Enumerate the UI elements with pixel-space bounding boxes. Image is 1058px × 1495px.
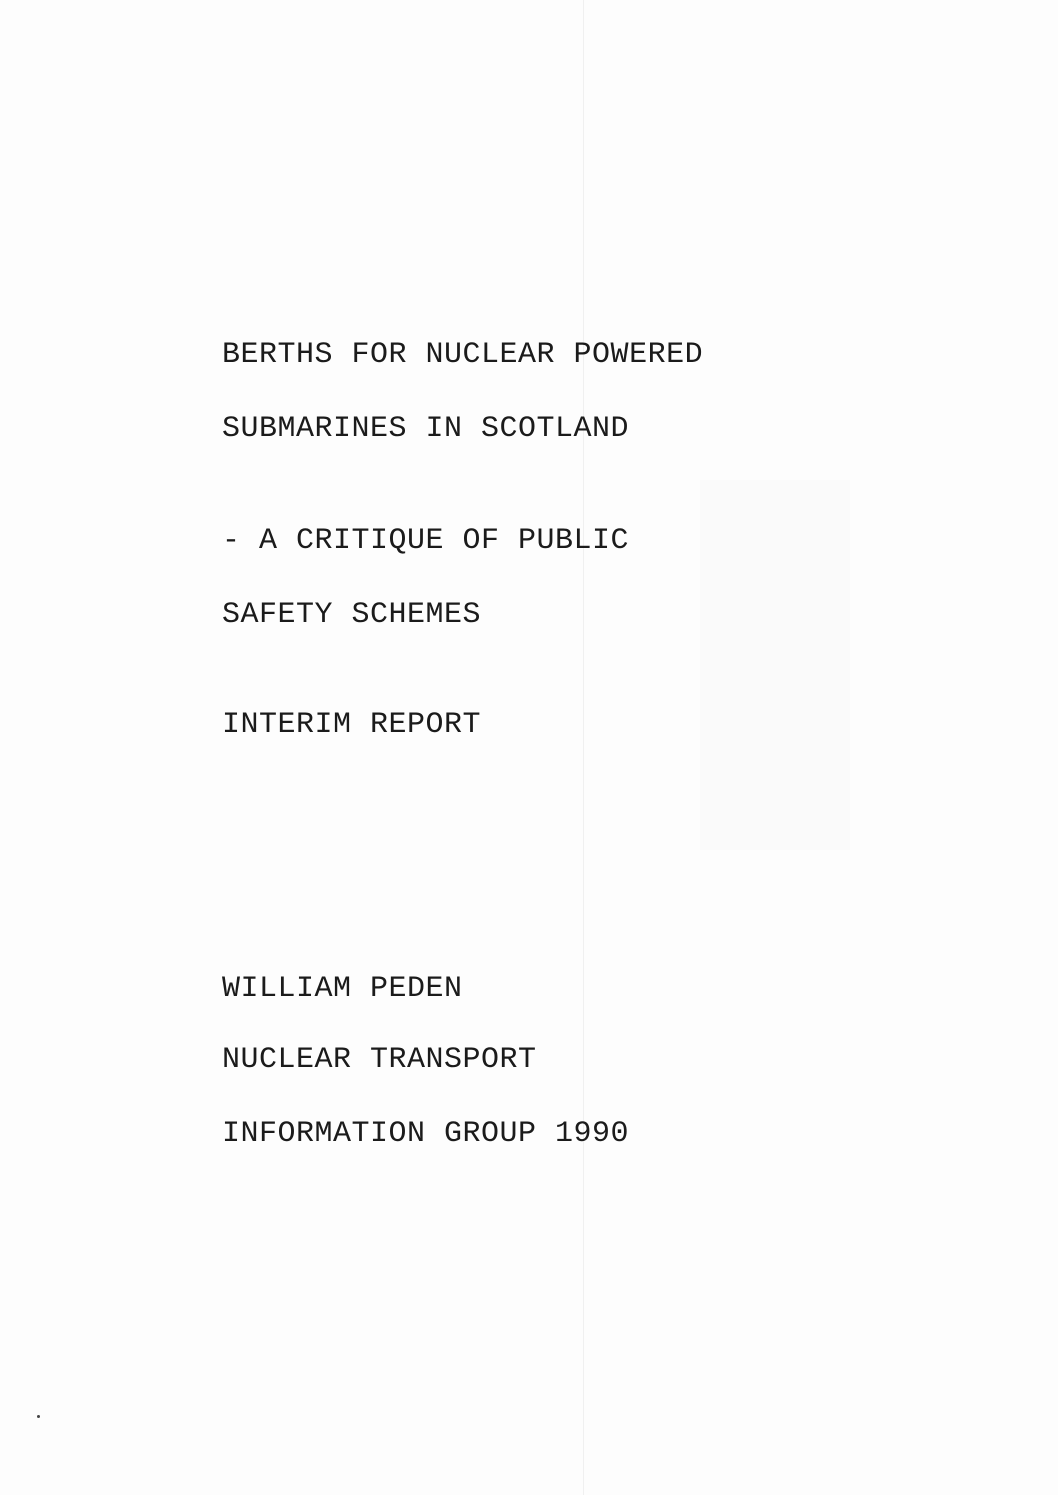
report-type: INTERIM REPORT xyxy=(222,708,482,742)
bleed-through-shadow xyxy=(700,480,850,850)
title-line-3: - A CRITIQUE OF PUBLIC xyxy=(222,524,630,558)
author-org-line-2: INFORMATION GROUP 1990 xyxy=(222,1117,630,1151)
title-line-1: BERTHS FOR NUCLEAR POWERED xyxy=(222,338,704,372)
title-line-4: SAFETY SCHEMES xyxy=(222,598,482,632)
author-org-line-1: NUCLEAR TRANSPORT xyxy=(222,1043,537,1077)
title-line-2: SUBMARINES IN SCOTLAND xyxy=(222,412,630,446)
scan-fold-line xyxy=(583,0,584,1495)
author-name: WILLIAM PEDEN xyxy=(222,972,463,1006)
scan-speck xyxy=(37,1415,40,1418)
